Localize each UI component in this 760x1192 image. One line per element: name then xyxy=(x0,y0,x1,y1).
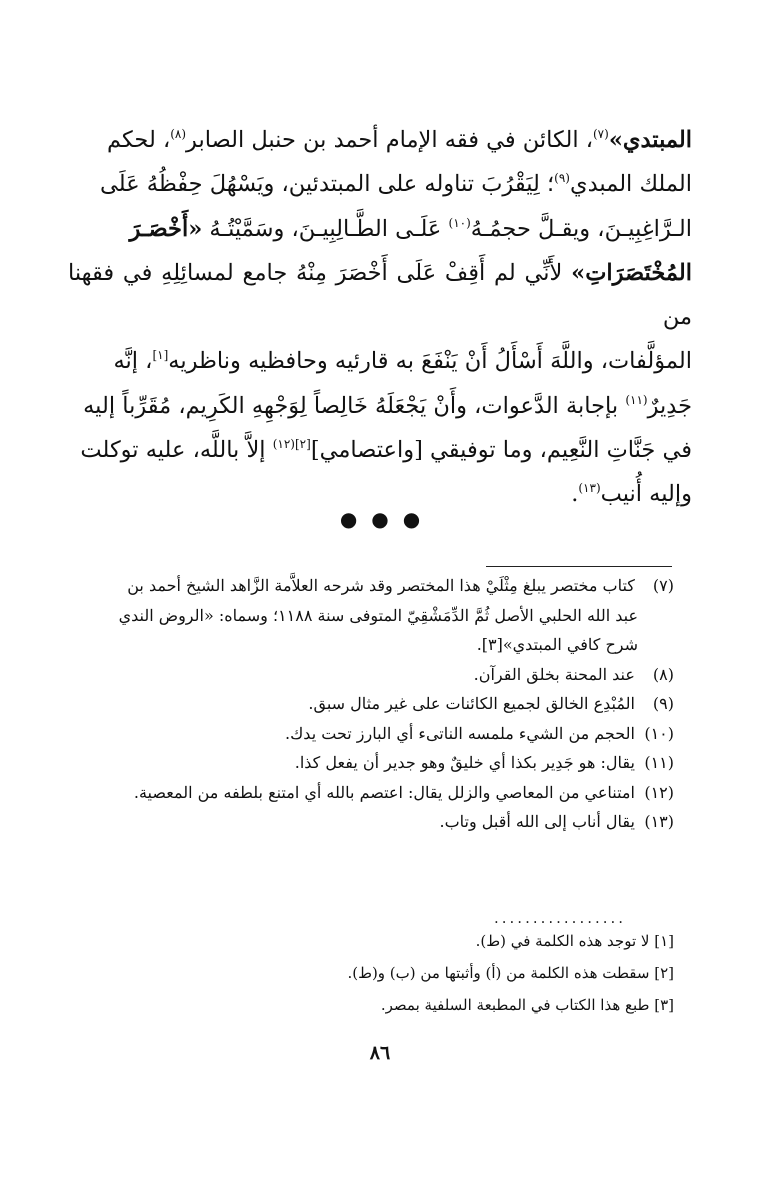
text-span: ، لحكم xyxy=(107,127,171,153)
footnote-13 xyxy=(66,807,674,837)
text-span: ، إنَّه xyxy=(113,348,153,375)
text-span: الملك المبدي xyxy=(569,171,692,198)
footnote-ref[interactable]: (١٣) xyxy=(578,481,601,496)
section-separator: ●●● xyxy=(339,507,435,531)
footnote-10 xyxy=(66,719,674,749)
footnote-number: (١٠) xyxy=(644,723,674,743)
footnote-rule xyxy=(486,566,672,567)
footnote-ref[interactable]: (٧) xyxy=(592,127,609,141)
main-line-6 xyxy=(68,384,692,428)
footnote-text: عبد الله الحلبي الأصل ثُمَّ الدِّمَشْقِيّ المتوفى سنة ١١٨٨؛ وسماه: «الروض الندي xyxy=(118,605,638,625)
footnote-11 xyxy=(66,748,674,778)
footnote-number: (١٣) xyxy=(644,812,674,831)
main-line-2 xyxy=(68,162,692,206)
footnote-ref[interactable]: (١٢) xyxy=(272,437,295,452)
bold-phrase: المبتدي» xyxy=(608,127,692,153)
main-line-3 xyxy=(68,207,692,251)
footnote-text: امتناعي من المعاصي والزلل يقال: اعتصم بالله أي امتنع بلطفه من المعصية. xyxy=(133,782,635,802)
main-line-5 xyxy=(68,339,692,383)
footnote-text: كتاب مختصر يبلغ مِثْلَيْ هذا المختصر وقد شرحه العلاَّمة الزَّاهد الشيخ أحمد بن xyxy=(127,576,635,595)
footnote-text: الحجم من الشيء ملمسه الناتىء أي البارز تحت يدك. xyxy=(285,723,635,743)
annotations-rule: ................. xyxy=(494,909,627,927)
main-line-7 xyxy=(68,428,692,472)
footnote-ref[interactable]: (١٠) xyxy=(448,215,471,230)
footnote-ref[interactable]: (٩) xyxy=(554,171,570,186)
footnote-number: (١١) xyxy=(644,753,674,772)
text-span: في جَنَّاتِ النَّعِيم، وما توفيقي [واعتصامي] xyxy=(310,437,692,464)
annotation-2: [٢] سقطت هذه الكلمة من (أ) وأثبتها من (ب) و(ط). xyxy=(347,964,674,982)
text-span: عَلَـى الطَّـالِبِيـنَ، وسَمَّيْتُـهُ xyxy=(202,215,449,242)
text-span: لأَنِّي لم أَقِفْ عَلَى أَخْصَرَ مِنْهُ جامع لمسائِلِهِ في فقهنا من xyxy=(68,259,692,331)
footnote-9 xyxy=(66,689,674,719)
text-span: بإجابة الدَّعوات، وأَنْ يَجْعَلَهُ خَالِصاً لِوَجْهِهِ الكَرِيم، مُقَرِّباً إليه xyxy=(83,392,626,419)
page-number: ٨٦ xyxy=(369,1042,391,1064)
footnote-text: يقال أناب إلى الله أقبل وتاب. xyxy=(439,812,635,831)
text-span: ، الكائن في فقه الإمام أحمد بن حنبل الصابر xyxy=(186,127,593,153)
text-span: ؛ لِيَقْرُبَ تناوله على المبتدئين، ويَسْهُلَ حِفْظُهُ عَلَى xyxy=(100,171,555,198)
footnote-ref[interactable]: (١١) xyxy=(625,392,648,407)
editor-annotations xyxy=(66,925,674,1021)
footnote-ref[interactable]: [٢] xyxy=(294,437,311,452)
text-span: جَدِيرٌ xyxy=(647,392,692,419)
footnote-7 xyxy=(66,571,674,601)
text-span: . xyxy=(571,481,579,508)
bold-phrase: المُخْتَصَرَاتِ» xyxy=(571,259,692,286)
footnote-ref[interactable]: (٨) xyxy=(170,127,187,141)
main-line-1 xyxy=(68,118,692,162)
footnote-text: عند المحنة بخلق القرآن. xyxy=(473,664,635,684)
footnote-8 xyxy=(66,660,674,690)
text-span: المؤلَّفات، واللَّهَ أَسْأَلُ أَنْ يَنْفَعَ به قارئيه وحافظيه وناظريه xyxy=(168,348,692,375)
footnote-text: المُبْدِع الخالق لجميع الكائنات على غير مثال سبق. xyxy=(308,694,635,713)
annotation-1: [١] لا توجد هذه الكلمة في (ط). xyxy=(475,932,674,950)
footnote-number: (٧) xyxy=(652,576,674,595)
main-text xyxy=(68,118,692,517)
bold-phrase: «أَخْصَـرَ xyxy=(129,215,203,242)
main-line-4 xyxy=(68,251,692,340)
footnote-number: (١٢) xyxy=(644,782,674,802)
text-span: وإليه أُنيب xyxy=(600,481,692,508)
footnote-number: (٩) xyxy=(652,694,674,713)
text-span: الـرَّاغِبِيـنَ، ويقـلَّ حجمُـهُ xyxy=(470,215,692,242)
footnotes xyxy=(66,571,674,837)
footnote-number: (٨) xyxy=(652,664,674,684)
annotation-3: [٣] طبع هذا الكتاب في المطبعة السلفية بمصر. xyxy=(380,996,674,1014)
footnote-12 xyxy=(66,778,674,808)
footnote-text: يقال: هو جَدِير بكذا أي خليقٌ وهو جدير أن يفعل كذا. xyxy=(294,753,635,772)
text-span: إلاَّ باللَّه، عليه توكلت xyxy=(80,437,273,464)
footnote-ref[interactable]: [١] xyxy=(152,348,169,363)
footnote-7-cont xyxy=(66,601,674,631)
footnote-text: شرح كافي المبتدي»[٣]. xyxy=(476,635,638,654)
footnote-7-cont xyxy=(66,630,674,660)
